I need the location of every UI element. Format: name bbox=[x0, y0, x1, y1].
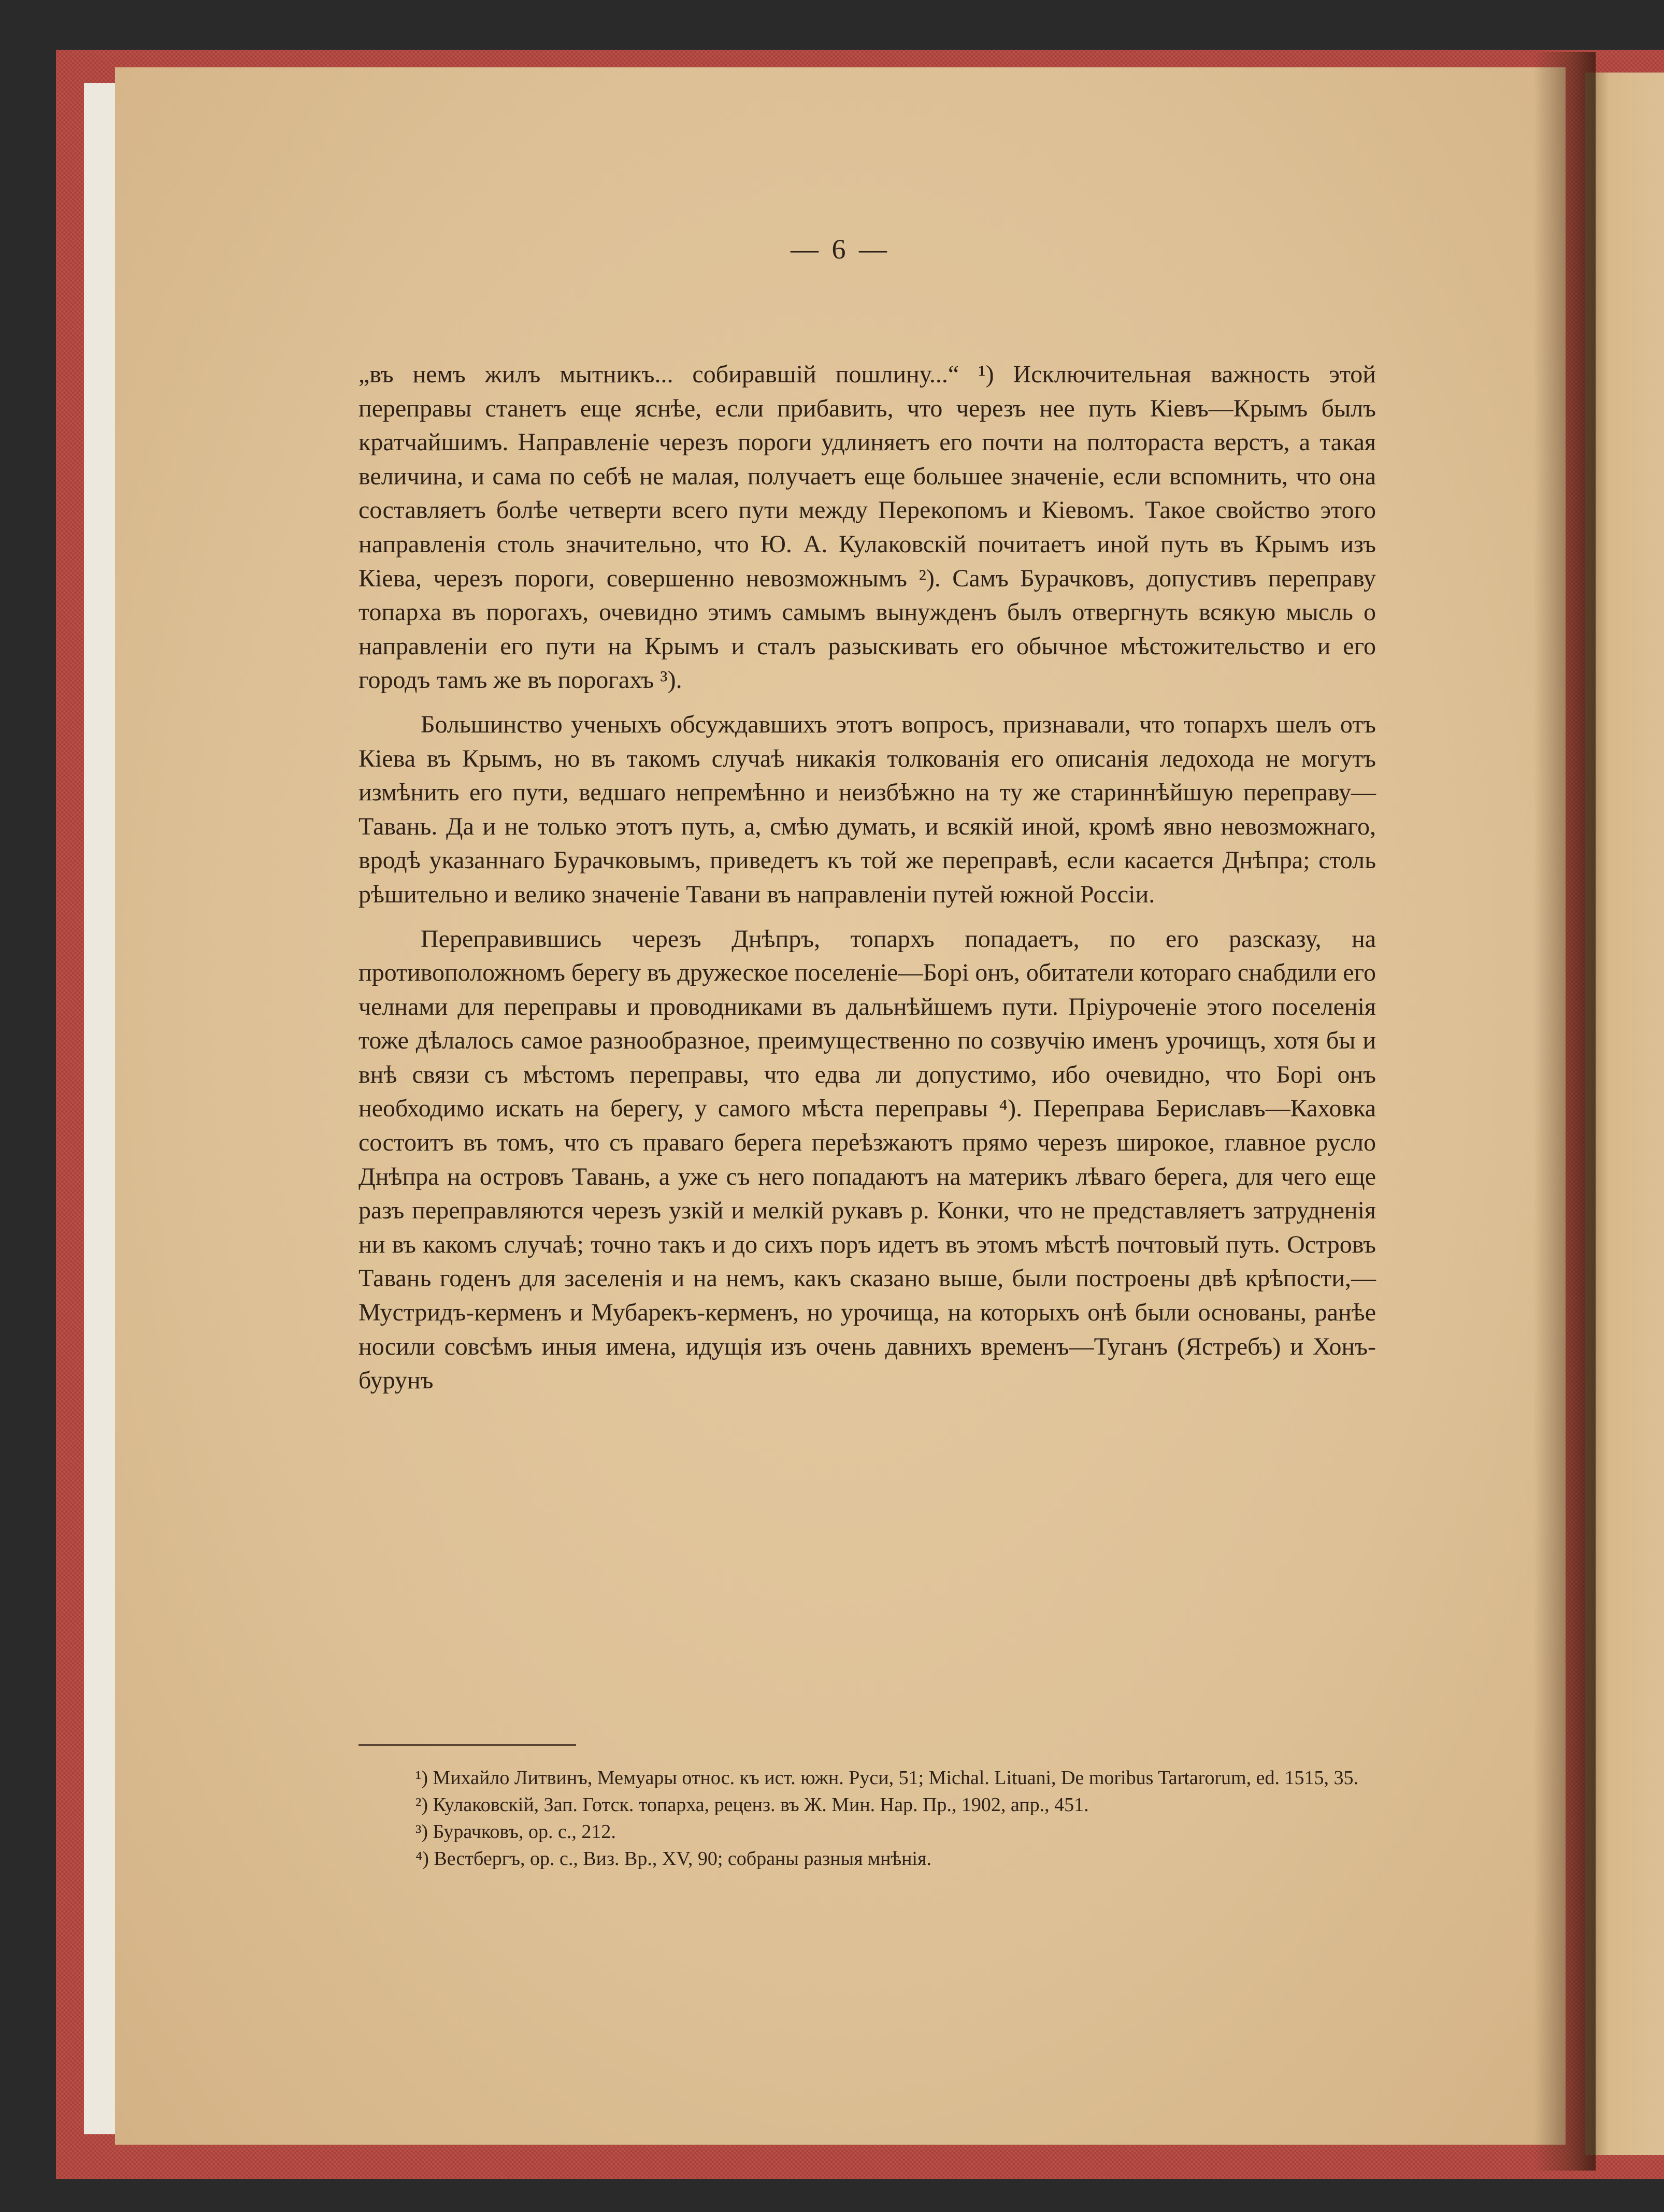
footnotes bbox=[358, 1764, 1376, 1872]
facing-page-edge bbox=[1585, 73, 1664, 2155]
spine-shadow bbox=[1533, 52, 1596, 2171]
paragraph-1: „въ немъ жилъ мытникъ... собиравшій пошлину...“ ¹) Исключительная важность этой переправы станетъ еще яснѣе, если прибавить, что черезъ нее путь Кіевъ—Крымъ былъ кратчайшимъ. Направленіе черезъ пороги удлиняетъ его почти на полтораста верстъ, а такая величина, и сама по себѣ не малая, получаетъ еще большее значеніе, если вспомнить, что она составляетъ болѣе четверти всего пути между Перекопомъ и Кіевомъ. Такое свойство этого направленія столь значительно, что Ю. А. Кулаковскій почитаетъ иной путь въ Крымъ изъ Кіева, черезъ пороги, совершенно невозможнымъ ²). Самъ Бурачковъ, допустивъ переправу топарха въ порогахъ, очевидно этимъ самымъ вынужденъ былъ отвергнуть всякую мысль о направленіи его пути на Крымъ и сталъ разыскивать его обычное мѣстожительство и его городъ тамъ же въ порогахъ ³). bbox=[358, 361, 1376, 694]
footnote-divider bbox=[358, 1744, 576, 1746]
footnote-4: ⁴) Вестбергъ, op. c., Виз. Вр., XV, 90; собраны разныя мнѣнія. bbox=[415, 1848, 931, 1870]
inner-cover-edge bbox=[84, 83, 115, 2134]
paragraph-3: Переправившись черезъ Днѣпръ, топархъ попадаетъ, по его разсказу, на противоположномъ берегу въ дружеское поселеніе—Борі онъ, обитатели котораго снабдили его челнами для переправы и проводниками въ дальнѣйшемъ пути. Пріуроченіе этого поселенія тоже дѣлалось самое разнообразное, преимущественно по созвучію именъ урочищъ, хотя бы и внѣ связи съ мѣстомъ переправы, что едва ли допустимо, ибо очевидно, что Борі онъ необходимо искать на берегу, у самого мѣста переправы ⁴). Переправа Бериславъ—Каховка состоитъ въ томъ, что съ праваго берега переѣзжаютъ прямо черезъ широкое, главное русло Днѣпра на островъ Тавань, а уже съ него попадаютъ на материкъ лѣваго берега, для чего еще разъ переправляются черезъ узкій и мелкій рукавъ р. Конки, что не представляетъ затрудненія ни въ какомъ случаѣ; точно такъ и до сихъ поръ идетъ въ этомъ мѣстѣ почтовый путь. Островъ Тавань годенъ для заселенія и на немъ, какъ сказано выше, были построены двѣ крѣпости,—Мустридъ-керменъ и Мубарекъ-керменъ, но урочища, на которыхъ онѣ были основаны, ранѣе носили совсѣмъ иныя имена, идущія изъ очень давнихъ временъ—Туганъ (Ястребъ) и Хонъ-бурунъ bbox=[358, 925, 1376, 1395]
page-number: — 6 — bbox=[791, 234, 890, 265]
book-page bbox=[115, 67, 1566, 2145]
paragraph-2: Большинство ученыхъ обсуждавшихъ этотъ вопросъ, признавали, что топархъ шелъ отъ Кіева въ Крымъ, но въ такомъ случаѣ никакія толкованія его описанія ледохода не могутъ измѣнить его пути, ведшаго непремѣнно и неизбѣжно на ту же стариннѣйшую переправу—Тавань. Да и не только этотъ путь, а, смѣю думать, и всякій иной, кромѣ явно невозможнаго, вродѣ указаннаго Бурачковымъ, приведетъ къ той же переправѣ, если касается Днѣпра; столь рѣшительно и велико значеніе Тавани въ направленіи путей южной Россіи. bbox=[358, 710, 1376, 908]
footnote-1: ¹) Михайло Литвинъ, Мемуары относ. къ ист. южн. Руси, 51; Michal. Lituani, De moribus Tartarorum, ed. 1515, 35. bbox=[415, 1767, 1358, 1789]
footnote-2: ²) Кулаковскій, Зап. Готск. топарха, реценз. въ Ж. Мин. Нар. Пр., 1902, апр., 451. bbox=[415, 1794, 1089, 1816]
footnote-3: ³) Бурачковъ, op. c., 212. bbox=[415, 1821, 616, 1843]
page-body bbox=[358, 357, 1376, 1398]
